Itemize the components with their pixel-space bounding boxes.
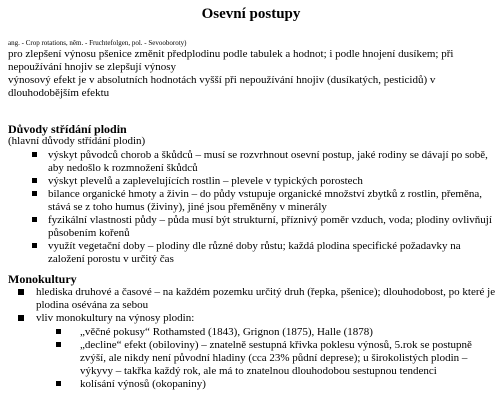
list-item xyxy=(30,149,496,175)
section-heading-reasons: Důvody střídání plodin xyxy=(8,122,127,136)
section-heading-monocultures: Monokultury xyxy=(8,272,77,286)
list-item xyxy=(30,188,496,214)
list-item xyxy=(18,286,496,312)
list-item-text: hlediska druhové a časové – na každém pozemku určitý druh (řepka, pšenice); dlouhodobost, po které je plodina osévána za sebou xyxy=(36,286,496,311)
intro-paragraph: výnosový efekt je v absolutních hodnotách vyšší při nepoužívání hnojiv (dusíkatých, pesticidů) v dlouhodobějším efektu xyxy=(8,74,436,99)
list-item-text: „decline“ efekt (obiloviny) – znatelně sestupná křivka poklesu výnosů, 5.rok se postupně zvýší, ale nikdy není původní hladiny (cca 23% půdní deprese); u širokolistých plodin – výkyvy – takřka každý rok, ale má to znatelnou dlouhodobou sestupnou tendenci xyxy=(80,339,472,377)
list-item-text: „věčné pokusy“ Rothamsted (1843), Grignon (1875), Halle (1878) xyxy=(80,326,373,338)
square-bullet-icon xyxy=(56,381,61,386)
list-item-text: kolísání výnosů (okopaniny) xyxy=(80,378,206,390)
list-item-text: výskyt plevelů a zaplevelujících rostlin – plevele v typických porostech xyxy=(48,175,363,187)
square-bullet-icon xyxy=(32,243,37,248)
list-item xyxy=(30,214,496,240)
list-item xyxy=(52,339,494,378)
translation-note: ang. - Crop rotations, něm. - Fruchtefolgen, pol. - Sevooboroty) xyxy=(8,39,187,47)
list-item xyxy=(52,326,494,339)
list-item xyxy=(30,240,496,266)
square-bullet-icon xyxy=(32,178,37,183)
list-item xyxy=(52,378,494,391)
list-item-text: vliv monokultury na výnosy plodin: xyxy=(36,312,195,324)
square-bullet-icon xyxy=(18,289,24,295)
list-item-text: výskyt původců chorob a škůdců – musí se rozvrhnout osevní postup, jaké rodiny se dávají po sobě, aby nedošlo k rozmnožení škůdců xyxy=(48,149,488,174)
section-subheading-reasons: (hlavní důvody střídání plodin) xyxy=(8,135,146,147)
square-bullet-icon xyxy=(18,315,24,321)
page-title: Osevní postupy xyxy=(201,6,301,22)
list-item xyxy=(18,312,496,391)
square-bullet-icon xyxy=(32,152,37,157)
intro-paragraph: pro zlepšení výnosu pšenice změnit předplodinu podle tabulek a hodnot; i podle hnojení dusíkem; při nepoužívání hnojiv se zlepšují výnosy xyxy=(8,48,454,73)
list-item-text: fyzikální vlastnosti půdy – půda musí být strukturní, příznivý poměr vzduch, voda; plodiny ovlivňují působením kořenů xyxy=(48,214,492,239)
list-item-text: využít vegetační doby – plodiny dle různé doby růstu; každá plodina specifické požadavky na založení porostu v určitý čas xyxy=(48,240,461,265)
square-bullet-icon xyxy=(56,329,61,334)
square-bullet-icon xyxy=(32,217,37,222)
reasons-list xyxy=(30,149,496,266)
monoculture-list xyxy=(18,286,496,391)
list-item xyxy=(30,175,496,188)
square-bullet-icon xyxy=(56,342,61,347)
square-bullet-icon xyxy=(32,191,37,196)
yield-effects-list xyxy=(52,326,494,391)
list-item-text: bilance organické hmoty a živin – do půdy vstupuje organické množství zbytků z rostlin, přeměna, stává se z toho humus (živiny), jiné jsou přeměněny v minerály xyxy=(48,188,482,213)
intro-text xyxy=(8,48,496,100)
